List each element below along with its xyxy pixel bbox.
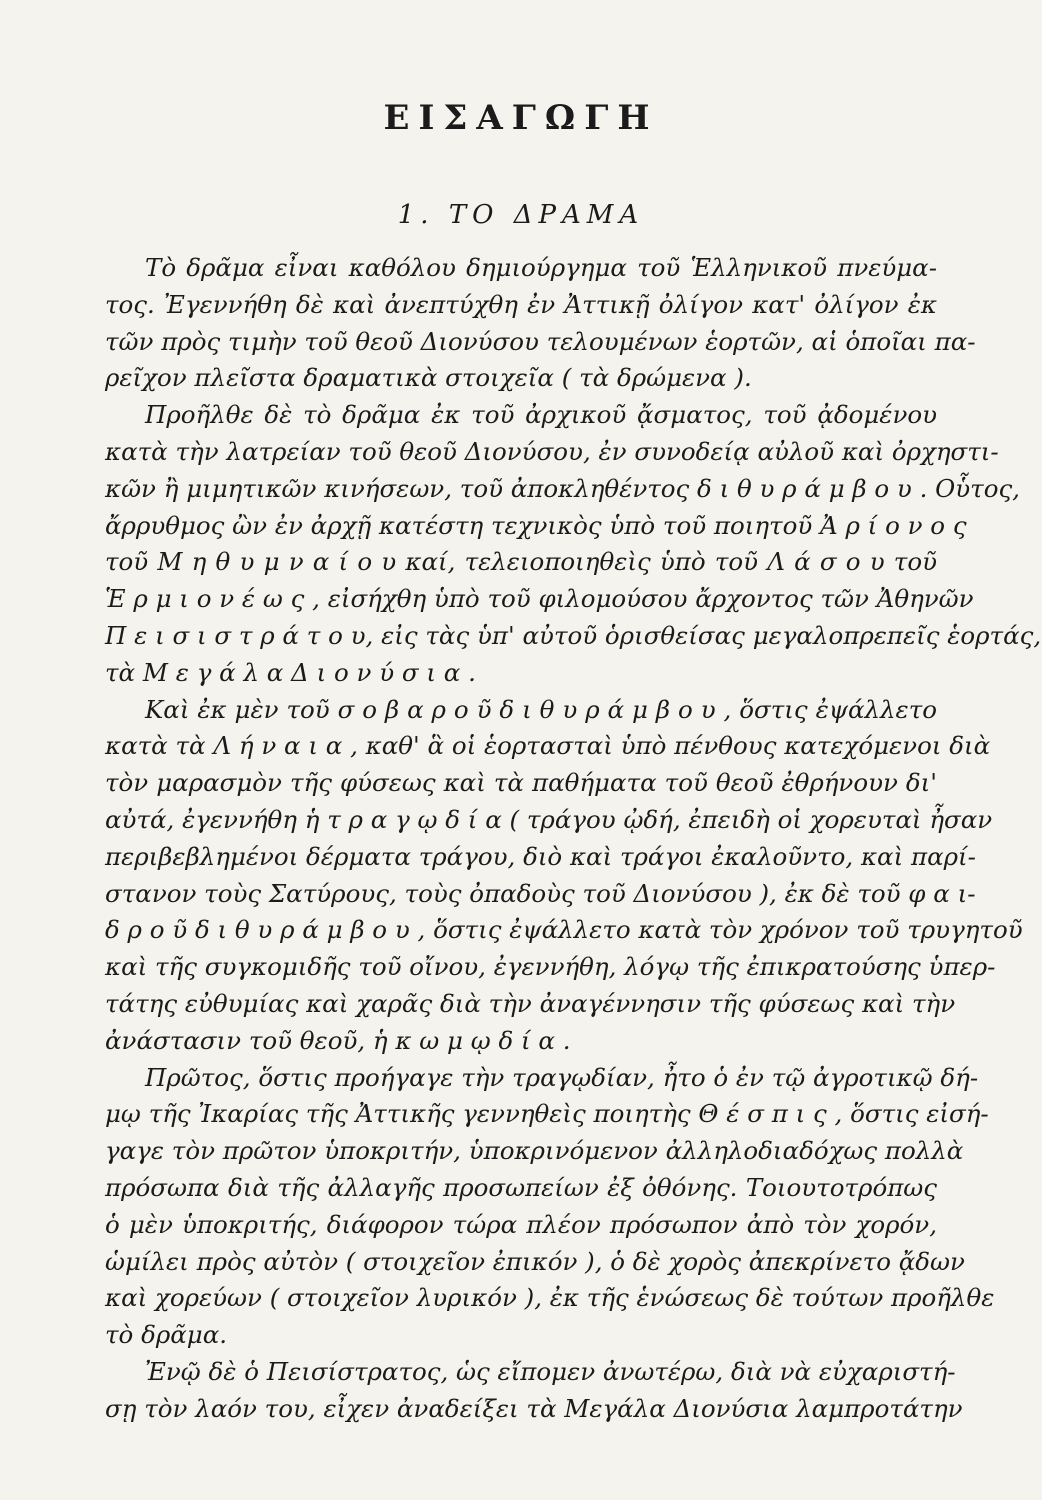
text-line: Ἑ ρ μ ι ο ν έ ω ς , εἰσήχθη ὑπὸ τοῦ φιλομούσου ἄρχοντος τῶν Ἀθηνῶν (105, 584, 974, 614)
text-line: γαγε τὸν πρῶτον ὑποκριτήν, ὑποκρινόμενον ἀλληλοδιαδόχως πολλὰ (105, 1136, 964, 1166)
text-line: κατὰ τὰ Λ ή ν α ι α , καθ' ἃ οἱ ἑορτασταὶ ὑπὸ πένθους κατεχόμενοι διὰ (105, 731, 991, 761)
text-line: καὶ χορεύων ( στοιχεῖον λυρικόν ), ἐκ τῆς ἑνώσεως δὲ τούτων προῆλθε (105, 1283, 995, 1313)
text-line: περιβεβλημένοι δέρματα τράγου, διὸ καὶ τράγοι ἐκαλοῦντο, καὶ παρί- (105, 841, 976, 871)
text-line: τὸν μαρασμὸν τῆς φύσεως καὶ τὰ παθήματα τοῦ θεοῦ ἐθρήνουν δι' (105, 768, 937, 798)
text-line: τὸ δρᾶμα. (105, 1320, 228, 1350)
text-line: Π ε ι σ ι σ τ ρ ά τ ο υ, εἰς τὰς ὑπ' αὐτοῦ ὁρισθείσας μεγαλοπρεπεῖς ἑορτάς, (105, 620, 1042, 650)
text-line: κατὰ τὴν λατρείαν τοῦ θεοῦ Διονύσου, ἐν συνοδείᾳ αὐλοῦ καὶ ὀρχηστι- (105, 436, 999, 466)
text-line: τος. Ἐγεννήθη δὲ καὶ ἀνεπτύχθη ἐν Ἀττικῇ ὀλίγον κατ' ὀλίγον ἐκ (105, 289, 937, 319)
text-line: Τὸ δρᾶμα εἶναι καθόλου δημιούργημα τοῦ Ἑλληνικοῦ πνεύμα- (145, 253, 937, 282)
section-title: 1. ΤΟ ΔΡΑΜΑ (397, 200, 645, 230)
text-line: δ ρ ο ῦ δ ι θ υ ρ ά μ β ο υ , ὅστις ἐψάλλετο κατὰ τὸν χρόνον τοῦ τρυγητοῦ (105, 915, 1023, 945)
text-line: μῳ τῆς Ἰκαρίας τῆς Ἀττικῆς γεννηθεὶς ποιητὴς Θ έ σ π ι ς , ὅστις εἰσή- (105, 1099, 989, 1129)
text-line: τῶν πρὸς τιμὴν τοῦ θεοῦ Διονύσου τελουμένων ἑορτῶν, αἱ ὁποῖαι πα- (105, 326, 976, 356)
body-text (105, 250, 1042, 1428)
text-line: τὰ Μ ε γ ά λ α Δ ι ο ν ύ σ ι α . (105, 657, 476, 687)
text-line: Πρῶτος, ὅστις προήγαγε τὴν τραγῳδίαν, ἦτο ὁ ἐν τῷ ἀγροτικῷ δή- (145, 1062, 979, 1092)
text-line: τάτης εὐθυμίας καὶ χαρᾶς διὰ τὴν ἀναγέννησιν τῆς φύσεως καὶ τὴν (105, 988, 956, 1018)
text-line: ἄρρυθμος ὢν ἐν ἀρχῇ κατέστη τεχνικὸς ὑπὸ τοῦ ποιητοῦ Ἀ ρ ί ο ν ο ς (105, 510, 967, 540)
text-line: στανον τοὺς Σατύρους, τοὺς ὀπαδοὺς τοῦ Διονύσου ), ἐκ δὲ τοῦ φ α ι- (105, 878, 976, 908)
text-line: σῃ τὸν λαόν του, εἶχεν ἀναδείξει τὰ Μεγάλα Διονύσια λαμπροτάτην (105, 1393, 963, 1423)
text-line: καὶ τῆς συγκομιδῆς τοῦ οἴνου, ἐγεννήθη, λόγῳ τῆς ἐπικρατούσης ὑπερ- (105, 952, 996, 982)
text-line: ὡμίλει πρὸς αὐτὸν ( στοιχεῖον ἐπικόν ), ὁ δὲ χορὸς ἀπεκρίνετο ᾄδων (105, 1246, 965, 1276)
text-line: κῶν ἢ μιμητικῶν κινήσεων, τοῦ ἀποκληθέντος δ ι θ υ ρ ά μ β ο υ . Οὗτος, (105, 473, 1020, 503)
text-line: ὁ μὲν ὑποκριτής, διάφορον τώρα πλέον πρόσωπον ἀπὸ τὸν χορόν, (105, 1209, 937, 1239)
text-line: Προῆλθε δὲ τὸ δρᾶμα ἐκ τοῦ ἀρχικοῦ ᾄσματος, τοῦ ᾀδομένου (145, 400, 937, 430)
text-line: ρεῖχον πλεῖστα δραματικὰ στοιχεῖα ( τὰ δρώμενα ). (105, 363, 752, 393)
page-heading: ΕΙΣΑΓΩΓΗ (383, 98, 659, 138)
text-line: πρόσωπα διὰ τῆς ἀλλαγῆς προσωπείων ἐξ ὀθόνης. Τοιουτοτρόπως (105, 1172, 937, 1202)
text-line: ἀνάστασιν τοῦ θεοῦ, ἡ κ ω μ ῳ δ ί α . (105, 1025, 571, 1055)
text-line: αὐτά, ἐγεννήθη ἡ τ ρ α γ ῳ δ ί α ( τράγου ᾠδή, ἐπειδὴ οἱ χορευταὶ ἦσαν (105, 804, 993, 834)
text-line: Ἐνῷ δὲ ὁ Πεισίστρατος, ὡς εἴπομεν ἀνωτέρω, διὰ νὰ εὐχαριστή- (145, 1356, 956, 1386)
text-line: Καὶ ἐκ μὲν τοῦ σ ο β α ρ ο ῦ δ ι θ υ ρ ά μ β ο υ , ὅστις ἐψάλλετο (145, 694, 937, 724)
text-line: τοῦ Μ η θ υ μ ν α ί ο υ καί, τελειοποιηθεὶς ὑπὸ τοῦ Λ ά σ ο υ τοῦ (105, 547, 937, 577)
